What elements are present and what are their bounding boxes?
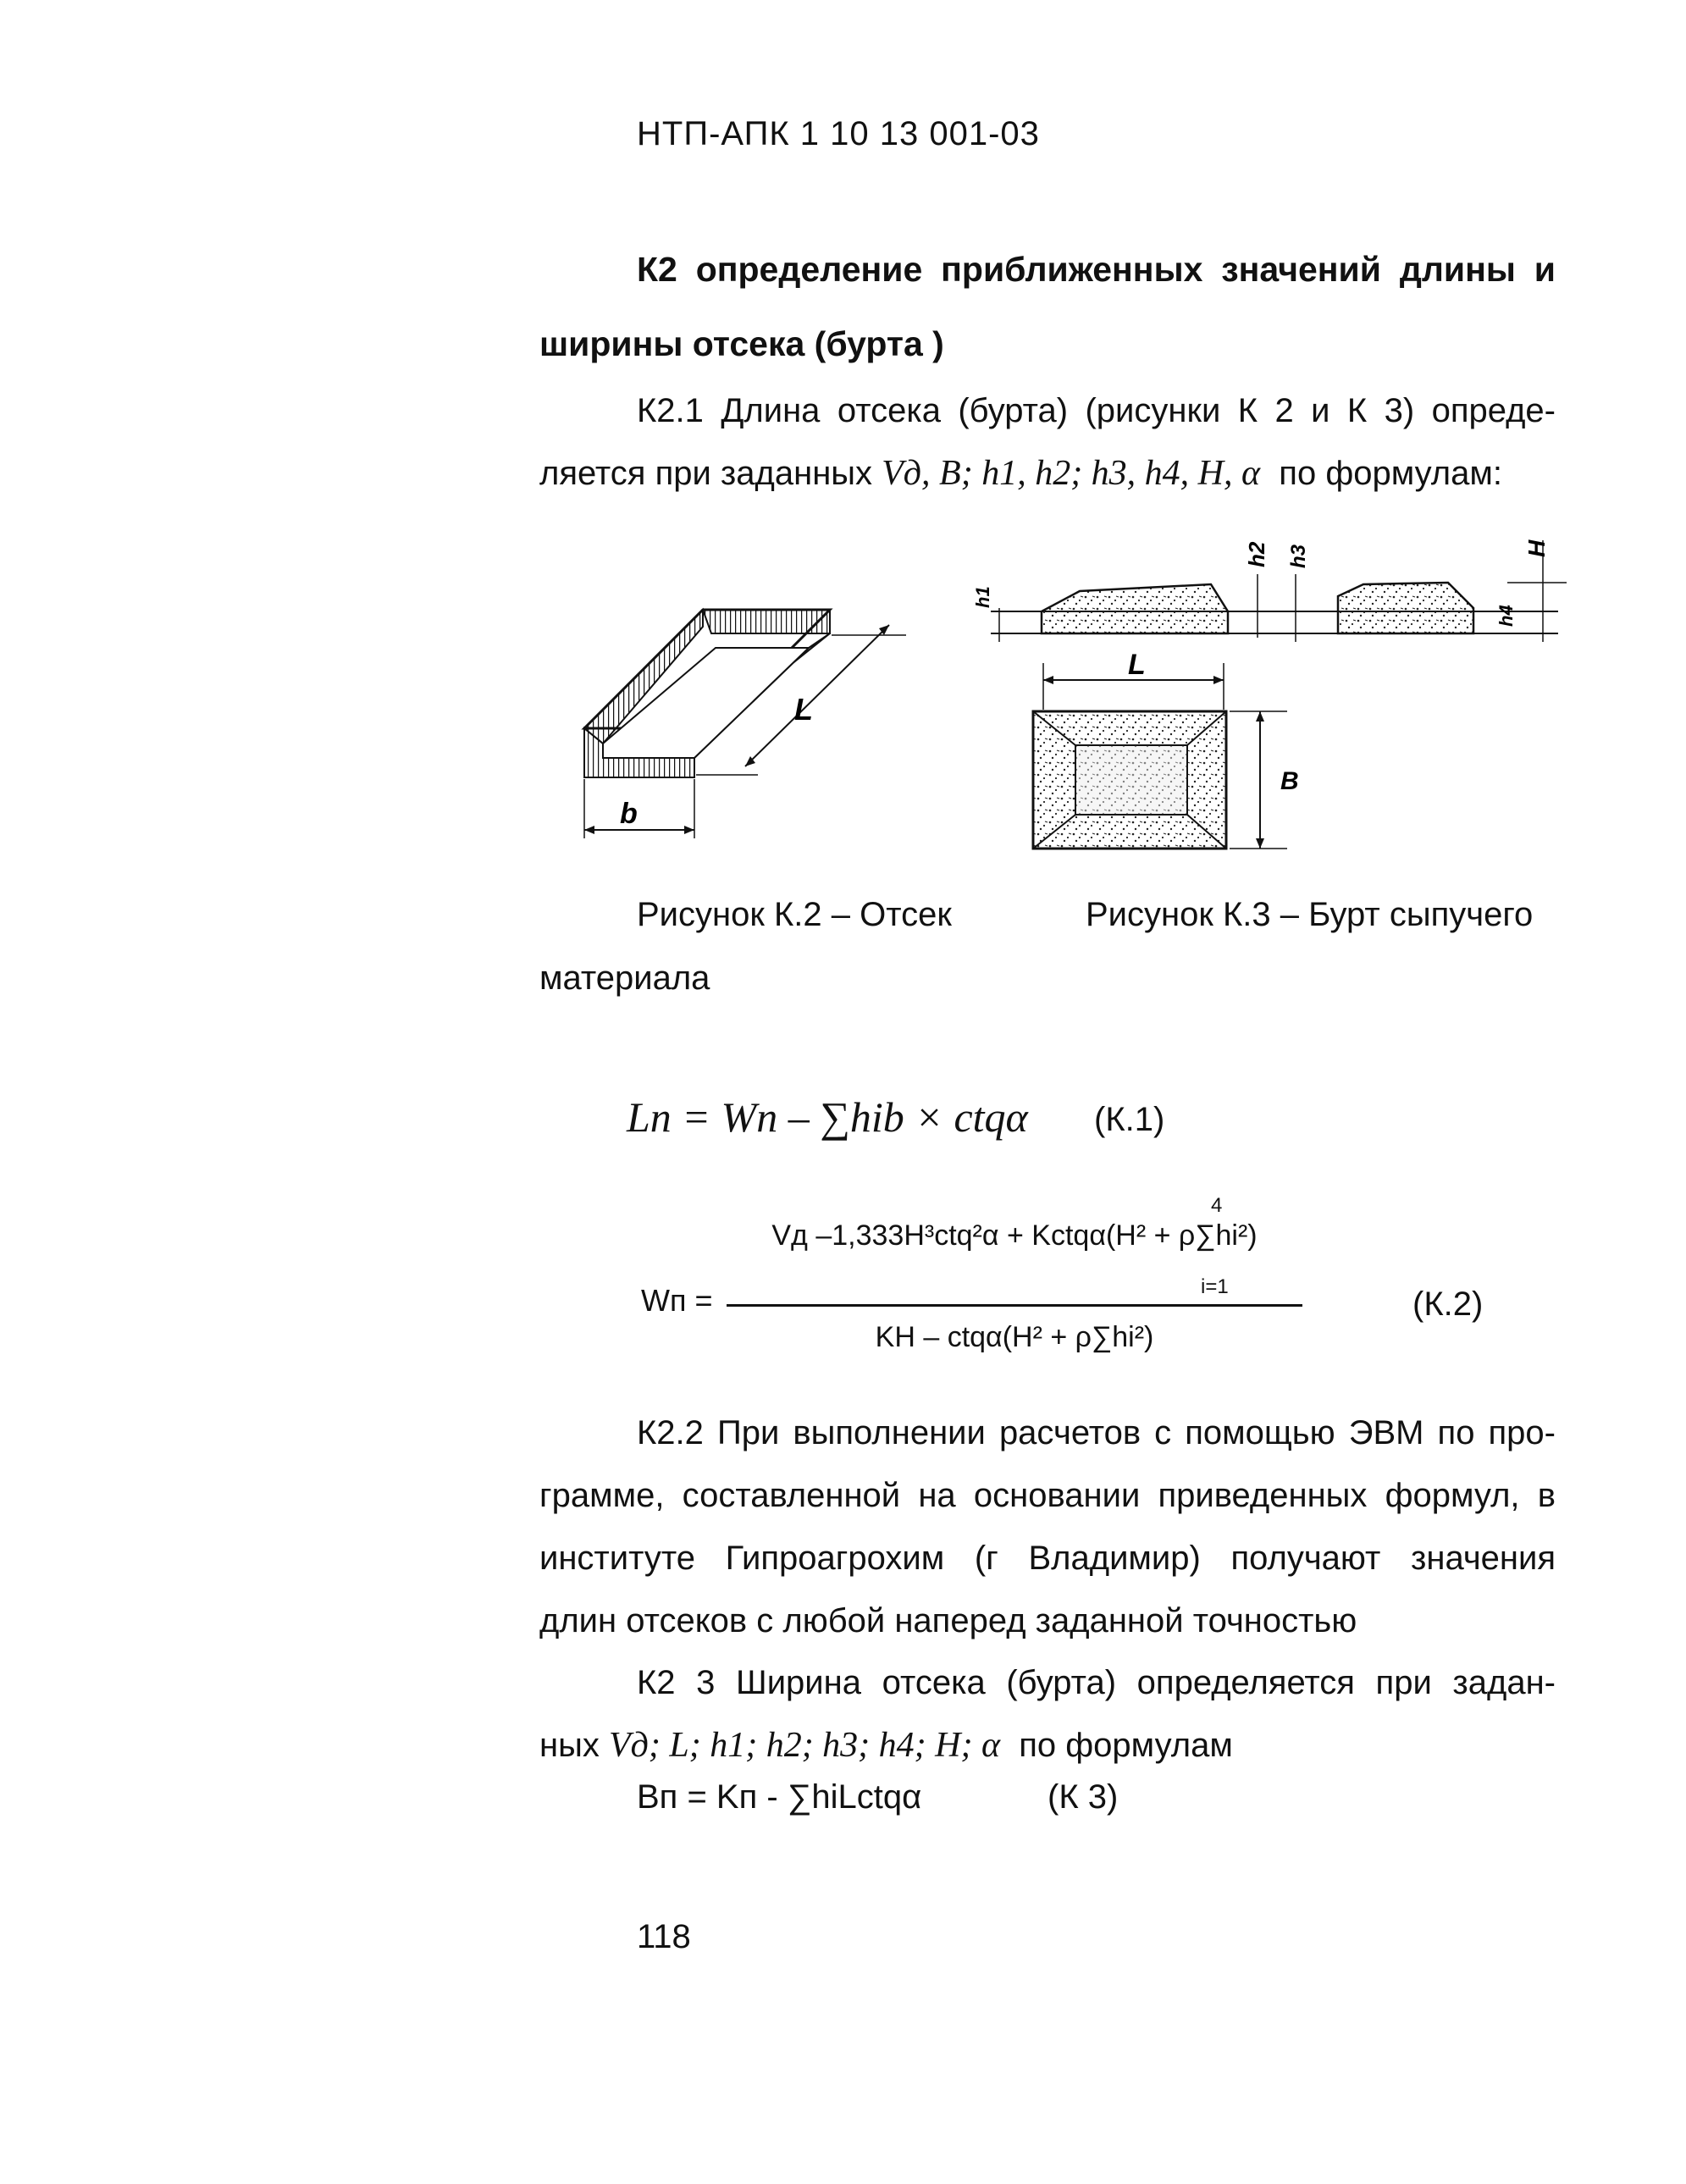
figure-k2-caption: Рисунок К.2 – Отсек [637, 896, 952, 933]
paragraph-k2-1-variables: Vд, B; h1, h2; h3, h4, H, α [882, 454, 1261, 493]
section-title-line-1: К2 определение приближенных значений длины и [637, 250, 1556, 289]
paragraph-k2-3 [539, 1651, 1556, 1777]
figure-k3-label-h1: h1 [972, 586, 993, 608]
equation-k2-lhs: Wп = [641, 1283, 713, 1318]
paragraph-k2-1-line-1: К2.1 Длина отсека (бурта) (рисунки К 2 и К 3) опреде- [637, 392, 1556, 429]
equation-k1-number: (К.1) [1094, 1101, 1165, 1138]
paragraph-k2-1-line-2-prefix: ляется при заданных [539, 455, 873, 492]
document-code-header: НТП-АПК 1 10 13 001-03 [637, 115, 1040, 152]
paragraph-k2-2-line-3: институте Гипроагрохим (г Владимир) получают значения [539, 1540, 1556, 1577]
section-title-line-2: ширины отсека (бурта ) [539, 324, 944, 363]
figure-k3-pile-drawing [965, 523, 1575, 862]
equation-k3-number: (К 3) [1048, 1778, 1119, 1816]
figure-k3-label-h4: h4 [1495, 605, 1517, 627]
paragraph-k2-3-line-2-suffix: по формулам [1019, 1727, 1233, 1764]
equation-k2-number: (К.2) [1412, 1286, 1484, 1323]
paragraph-k2-3-variables: Vд; L; h1; h2; h3; h4; H; α [608, 1726, 1001, 1765]
equation-k2-fraction-bar [727, 1304, 1302, 1307]
figure-k3-label-B: B [1280, 767, 1299, 795]
equation-k2-sum-lower-limit: i=1 [1201, 1275, 1229, 1298]
paragraph-k2-3-line-2-prefix: ных [539, 1727, 600, 1764]
paragraph-k2-1 [539, 379, 1556, 505]
dimension-L-plan [1043, 649, 1224, 710]
equation-k2-denominator: KH – ctqα(H² + ρ∑hi²) [875, 1321, 1154, 1353]
equation-k3: Bп = Kп - ∑hiLctqα [637, 1778, 922, 1816]
equation-k2-sum-upper-limit: 4 [1211, 1194, 1223, 1217]
dimension-b [584, 779, 694, 838]
dimension-B [1230, 711, 1299, 849]
paragraph-k2-1-line-2-suffix: по формулам: [1279, 455, 1502, 492]
figure-k2-compartment-drawing [567, 584, 940, 855]
paragraph-k2-3-line-2 [539, 1714, 1556, 1777]
equation-k2-numerator: Vд –1,333H³ctq²α + Kctqα(H² + ρ∑hi²) [771, 1219, 1258, 1252]
figure-k3-label-h3: h3 [1287, 544, 1310, 568]
figure-k3-caption: Рисунок К.3 – Бурт сыпучего [1086, 896, 1534, 933]
paragraph-k2-1-line-2 [539, 442, 1556, 505]
pile-side-profile [972, 539, 1567, 642]
paragraph-k2-2-line-4: длин отсеков с любой наперед заданной точностью [539, 1602, 1357, 1639]
compartment-walls [584, 610, 830, 777]
figure-caption-continuation: материала [539, 959, 710, 997]
figure-k3-label-H: H [1523, 539, 1550, 557]
figure-k3-label-h2: h2 [1244, 541, 1269, 567]
paragraph-k2-2-line-2: грамме, составленной на основании приведенных формул, в [539, 1477, 1556, 1514]
section-title [539, 232, 1556, 381]
page-number: 118 [637, 1918, 691, 1955]
figure-k2-label-L: L [794, 692, 813, 727]
figure-k2-label-b: b [620, 798, 638, 830]
pile-plan-view [1033, 711, 1226, 849]
equation-k1: Lп = Wп – ∑hib × ctqα [627, 1093, 1028, 1141]
paragraph-k2-2 [539, 1402, 1556, 1652]
figure-k3-label-L: L [1128, 649, 1146, 681]
paragraph-k2-3-line-1: К2 3 Ширина отсека (бурта) определяется при задан- [637, 1664, 1556, 1701]
paragraph-k2-2-line-1: К2.2 При выполнении расчетов с помощью ЭВМ по про- [637, 1414, 1556, 1451]
